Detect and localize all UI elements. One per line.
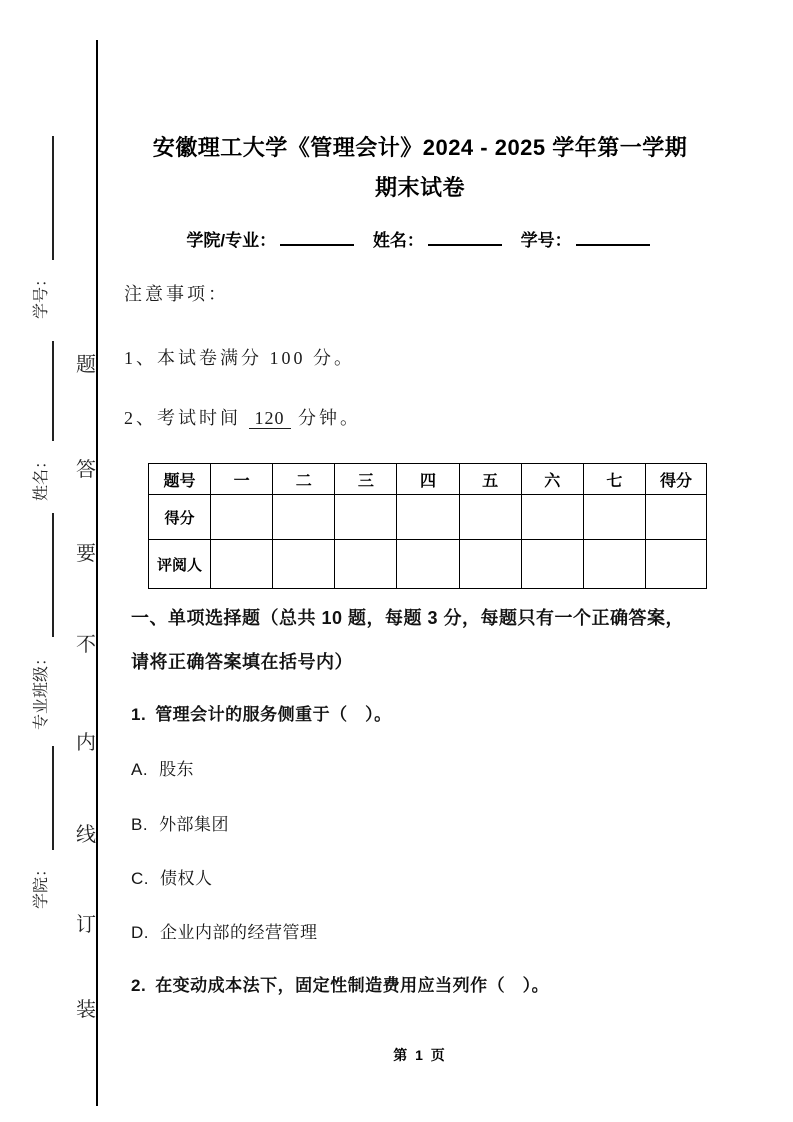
- notice-item-2-suffix: 分钟。: [298, 408, 361, 428]
- seal-blank-college: [52, 746, 54, 850]
- seal-char: 答: [76, 459, 96, 481]
- notice-item-1: 1、本试卷满分 100 分。: [124, 348, 355, 368]
- score-cell: [583, 495, 645, 540]
- notice-heading: 注意事项：: [124, 284, 229, 304]
- score-cell: [273, 540, 335, 589]
- question-2: [131, 971, 549, 996]
- seal-blank-class: [52, 513, 54, 637]
- seal-char: 不: [76, 634, 96, 656]
- score-row-label: 得分: [149, 495, 211, 540]
- seal-line-rule: [96, 40, 98, 1106]
- question-1-number: 1.: [131, 705, 147, 724]
- paper-title: [100, 128, 740, 208]
- score-table: [148, 463, 707, 589]
- score-table-header-row: [149, 464, 707, 495]
- score-table-header-cell: 一: [211, 464, 273, 495]
- score-cell: [273, 495, 335, 540]
- seal-label-class: 专业班级：: [33, 650, 50, 731]
- score-cell: [646, 540, 707, 589]
- score-table-header-cell: 题号: [149, 464, 211, 495]
- score-table-header-cell: 六: [521, 464, 583, 495]
- student-id-label: 学号：: [520, 231, 572, 250]
- notice-item-2-prefix: 2、考试时间: [124, 408, 241, 428]
- seal-char: 题: [76, 354, 96, 376]
- name-blank: [428, 229, 502, 246]
- score-cell: [583, 540, 645, 589]
- question-1-option-b: [131, 810, 229, 835]
- seal-char: 装: [76, 999, 96, 1021]
- option-b-label: B.: [131, 815, 149, 834]
- college-major-blank: [280, 229, 354, 246]
- option-c-text: 债权人: [160, 869, 213, 888]
- score-table-header-cell: 三: [335, 464, 397, 495]
- score-table-header-cell: 七: [583, 464, 645, 495]
- score-table-header-cell: 二: [273, 464, 335, 495]
- seal-label-college: 学院：: [33, 861, 50, 910]
- score-cell: [521, 540, 583, 589]
- seal-char: 订: [76, 914, 96, 936]
- student-info-line: [100, 226, 740, 251]
- score-cell: [335, 540, 397, 589]
- score-row: [149, 495, 707, 540]
- score-cell: [397, 495, 459, 540]
- paper-title-line2: 期末试卷: [374, 175, 465, 200]
- option-a-label: A.: [131, 760, 149, 779]
- question-1-option-c: [131, 864, 213, 889]
- reviewer-row-label: 评阅人: [149, 540, 211, 589]
- section-heading-line2: 请将正确答案填在括号内）: [131, 652, 353, 672]
- question-1-option-a: [131, 755, 194, 780]
- score-table-header-cell: 得分: [646, 464, 707, 495]
- question-1-option-d: [131, 918, 318, 943]
- option-d-label: D.: [131, 923, 149, 942]
- exam-duration-value: 120: [249, 408, 291, 429]
- option-b-text: 外部集团: [159, 815, 230, 834]
- seal-char: 要: [76, 543, 96, 565]
- score-table-header-cell: 五: [459, 464, 521, 495]
- score-cell: [459, 495, 521, 540]
- option-d-text: 企业内部的经营管理: [160, 923, 318, 942]
- question-2-text: 在变动成本法下，固定性制造费用应当列作（ ）。: [155, 976, 550, 995]
- option-a-text: 股东: [159, 760, 195, 779]
- score-cell: [211, 495, 273, 540]
- score-cell: [459, 540, 521, 589]
- score-cell: [335, 495, 397, 540]
- paper-title-line1: 安徽理工大学《管理会计》2024 - 2025 学年第一学期: [152, 135, 688, 160]
- question-2-number: 2.: [131, 976, 147, 995]
- score-cell: [646, 495, 707, 540]
- notice-item-2: [124, 404, 361, 430]
- score-cell: [211, 540, 273, 589]
- reviewer-row: [149, 540, 707, 589]
- student-id-blank: [576, 229, 650, 246]
- question-1-text: 管理会计的服务侧重于（ ）。: [155, 705, 392, 724]
- score-cell: [521, 495, 583, 540]
- seal-blank-name: [52, 341, 54, 441]
- seal-label-student-id: 学号：: [33, 271, 50, 320]
- name-label: 姓名：: [372, 231, 424, 250]
- question-1: [131, 700, 392, 725]
- seal-char: 内: [76, 732, 96, 754]
- page-number: 第 1 页: [393, 1047, 447, 1063]
- seal-char: 线: [76, 824, 96, 846]
- score-cell: [397, 540, 459, 589]
- seal-blank-student-id: [52, 136, 54, 260]
- option-c-label: C.: [131, 869, 149, 888]
- score-table-header-cell: 四: [397, 464, 459, 495]
- seal-label-name: 姓名：: [33, 453, 50, 502]
- college-major-label: 学院/专业：: [186, 231, 277, 250]
- section-heading-line1: 一、单项选择题（总共 10 题，每题 3 分，每题只有一个正确答案，: [131, 608, 685, 628]
